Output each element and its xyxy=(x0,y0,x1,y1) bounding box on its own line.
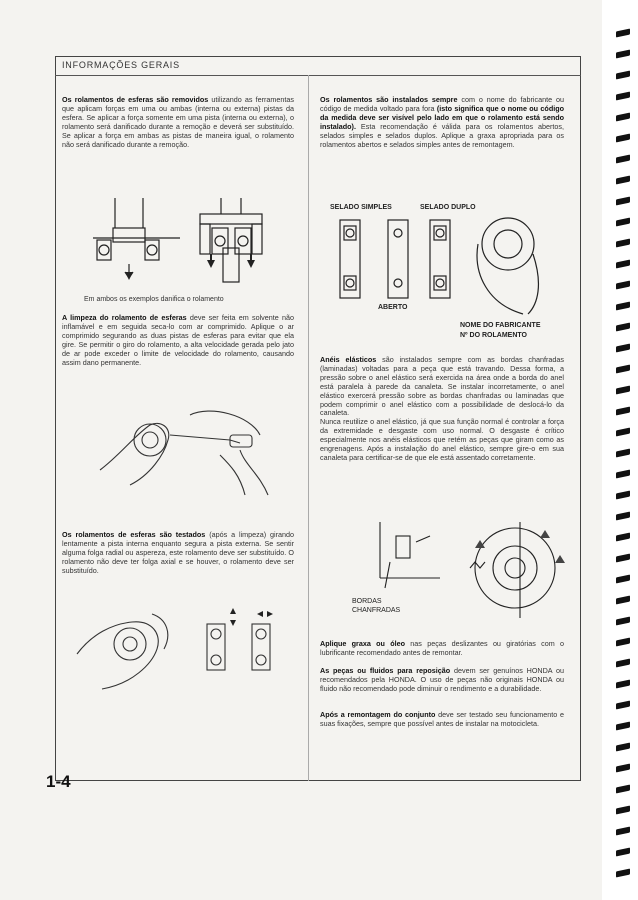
bearing-cleaning-figure xyxy=(90,395,280,505)
binding-hole xyxy=(616,827,630,836)
replacement-parts-paragraph: As peças ou fluidos para reposição devem ser genuínos HONDA ou recomendados pela HONDA. O uso de peças não originais HONDA ou fluido não recomendado pode diminuir o rendimento e a durabilidade. xyxy=(320,666,565,693)
label-aberto: ABERTO xyxy=(378,304,408,311)
binding-hole xyxy=(616,554,630,563)
bearing-removal-paragraph: Os rolamentos de esferas são removidos utilizando as ferramentas que aplicam forças em uma ou ambas (interna ou externa) pistas da esfera. Se aplicar a força somente em uma pista (interna ou externa), o rolamento será danificado durante a remoção e deverá ser substituído. Se aplicar a força em ambas as pistas de maneira igual, o rolamento não será danificado durante a remoção. xyxy=(62,95,294,149)
binding-hole xyxy=(616,365,630,374)
binding-hole xyxy=(616,470,630,479)
binding-hole xyxy=(616,869,630,878)
binding-hole xyxy=(616,596,630,605)
binding-hole xyxy=(616,575,630,584)
label-bordas: BORDAS xyxy=(352,598,382,605)
label-chanfradas: CHANFRADAS xyxy=(352,607,401,614)
label-selado-simples: SELADO SIMPLES xyxy=(330,204,392,211)
label-nome-fabricante: NOME DO FABRICANTE xyxy=(460,322,541,329)
label-selado-duplo: SELADO DUPLO xyxy=(420,204,476,211)
spiral-binding xyxy=(602,0,638,900)
binding-hole xyxy=(616,344,630,353)
grease-paragraph: Aplique graxa ou óleo nas peças deslizantes ou giratórias com o lubrificante recomendado antes de remontar. xyxy=(320,639,564,657)
binding-hole xyxy=(616,29,630,38)
binding-hole xyxy=(616,386,630,395)
binding-hole xyxy=(616,50,630,59)
bearing-testing-figure xyxy=(72,604,297,704)
binding-hole xyxy=(616,785,630,794)
binding-hole xyxy=(616,743,630,752)
snap-ring-paragraph: Anéis elásticos são instalados sempre com as bordas chanfradas (laminadas) voltadas para a peça que está travando. Dessa forma, a pressão sobre o anel elástico será exercida na área onde a borda do anel está paralela à parede da canaleta. Se instalar incorretamente, o anel elástico exercerá pressão sobre as bordas chanfradas ou laminadas que podem comprimir o anel elástico com a possibilidade de deslocá-lo da canaleta. Nunca reutilize o anel elástico, já que sua função normal é controlar a força da extremidade e desgaste com uso normal. O desgaste é crítico especialmente nos anéis elásticos que retém as peças que giram como as engrenagens. Após a instalação do anel elástico, sempre gire-o em sua canaleta para certificar-se de que ele está assentado corretamente. xyxy=(320,355,564,462)
binding-hole xyxy=(616,281,630,290)
binding-hole xyxy=(616,260,630,269)
header-rule xyxy=(55,75,581,76)
binding-hole xyxy=(616,722,630,731)
binding-hole xyxy=(616,533,630,542)
binding-hole xyxy=(616,92,630,101)
binding-hole xyxy=(616,491,630,500)
section-header: INFORMAÇÕES GERAIS xyxy=(62,60,180,70)
binding-hole xyxy=(616,638,630,647)
column-divider xyxy=(308,75,309,781)
binding-hole xyxy=(616,806,630,815)
binding-hole xyxy=(616,701,630,710)
binding-hole xyxy=(616,302,630,311)
binding-hole xyxy=(616,155,630,164)
binding-hole xyxy=(616,848,630,857)
binding-hole xyxy=(616,659,630,668)
binding-hole xyxy=(616,680,630,689)
binding-hole xyxy=(616,407,630,416)
bearing-types-figure xyxy=(318,214,550,318)
binding-hole xyxy=(616,449,630,458)
page-number: 1-4 xyxy=(46,772,71,791)
bearing-cleaning-paragraph: A limpeza do rolamento de esferas deve ser feita em solvente não inflamável e em seguida seca-lo com ar comprimido. Aplique o ar comprimido segurando as duas pistas de esferas para evitar que ela gire. Se permitir o giro do rolamento, a alta velocidade gerada pelo jato de ar pode exceder o limite de velocidade do rolamento, causando assim dano permanente. xyxy=(62,313,294,367)
binding-hole xyxy=(616,428,630,437)
bearing-installation-paragraph: Os rolamentos são instalados sempre com o nome do fabricante ou código de medida voltado para fora (isto significa que o nome ou código da medida deve ser visível pelo lado em que o rolamento está sendo instalado). Esta recomendação é válida para os rolamentos abertos, selados simples e selados duplos. Aplique a graxa apropriada para os rolamentos abertos e selados simples antes de remontagem. xyxy=(320,95,564,149)
binding-hole xyxy=(616,239,630,248)
binding-hole xyxy=(616,113,630,122)
binding-hole xyxy=(616,134,630,143)
binding-hole xyxy=(616,512,630,521)
binding-hole xyxy=(616,764,630,773)
binding-hole xyxy=(616,197,630,206)
bearing-removal-figure xyxy=(85,188,275,288)
binding-hole xyxy=(616,617,630,626)
bearing-testing-paragraph: Os rolamentos de esferas são testados (após a limpeza) girando lentamente a pista interna enquanto segura a pista externa. Se sentir alguma folga radial ou aspereza, este rolamento deve ser substituído. O rolamento não deve ter folga axial e se houver, o rolamento deve ser substituído. xyxy=(62,530,294,575)
figure-1-caption: Em ambos os exemplos danifica o rolamento xyxy=(84,296,224,303)
binding-hole xyxy=(616,176,630,185)
reassembly-paragraph: Após a remontagem do conjunto deve ser testado seu funcionamento e suas fixações, sempre que possível antes de instalar na motocicleta. xyxy=(320,710,564,728)
label-numero-rolamento: Nº DO ROLAMENTO xyxy=(460,332,527,339)
binding-hole xyxy=(616,71,630,80)
binding-hole xyxy=(616,218,630,227)
binding-hole xyxy=(616,323,630,332)
